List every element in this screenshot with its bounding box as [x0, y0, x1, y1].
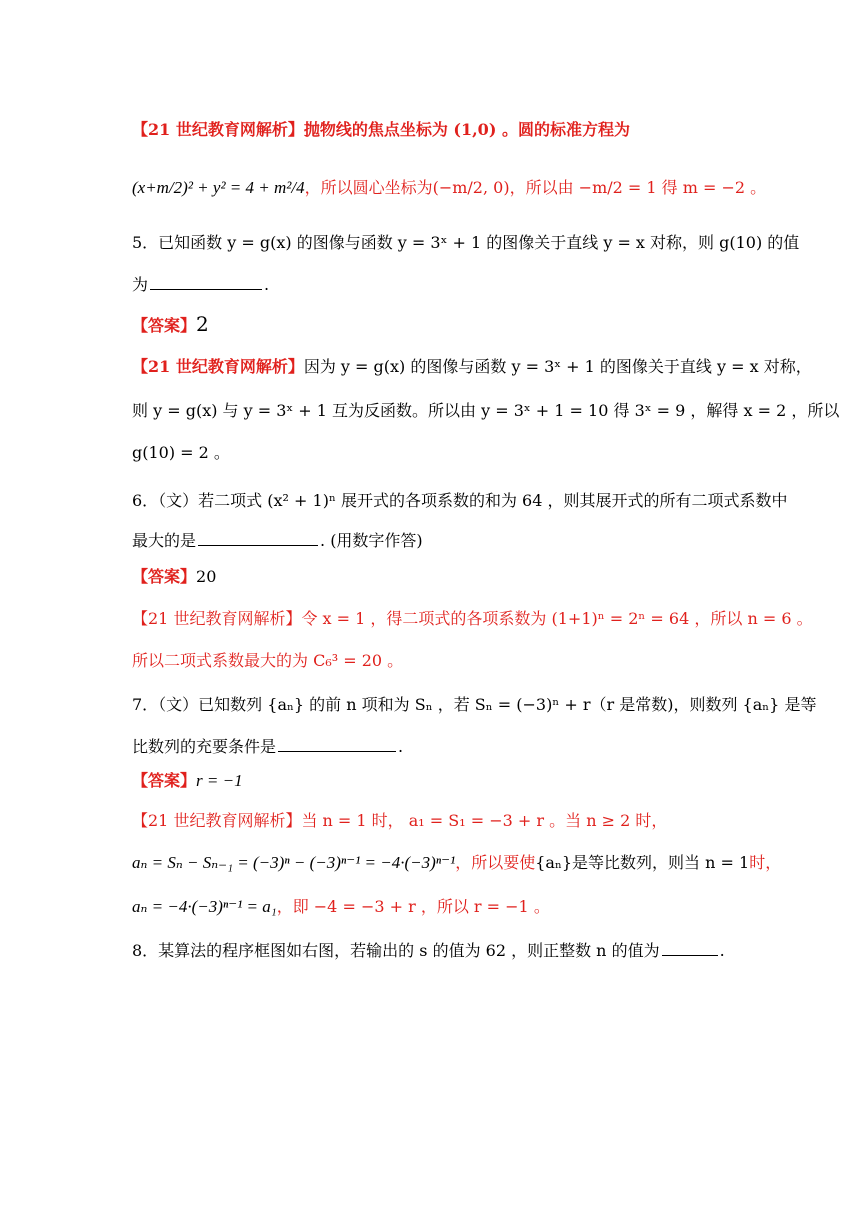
solution-7-conclusion: ，即 −4 = −3 + r ，所以 r = −1 。	[276, 897, 550, 916]
question-6-tail: . (用数字作答)	[320, 531, 423, 550]
solution-7-line-2	[132, 850, 781, 873]
answer-blank-8	[662, 954, 718, 956]
solution-7-red-1: ，所以要使	[455, 853, 536, 872]
answer-5	[132, 312, 209, 336]
question-7-line-2	[132, 734, 403, 757]
answer-blank-7	[278, 750, 396, 752]
solution-7-black: {aₙ}是等比数列，则当 n = 1	[535, 853, 750, 872]
solution-5-line-3	[132, 440, 230, 463]
solution-5-label: 【21 世纪教育网解析】	[132, 357, 304, 376]
answer-6-value: 20	[196, 567, 217, 586]
answer-7	[132, 768, 243, 791]
question-5-line-1	[132, 230, 799, 253]
solution-5-text-2: 则 y = g(x) 与 y = 3ˣ + 1 互为反函数。所以由 y = 3ˣ + 1 = 10 得 3ˣ = 9 ，解得 x = 2 ，所以	[132, 401, 840, 420]
solution-5-text-3: g(10) = 2 。	[132, 443, 230, 462]
question-5-line-2: 为 .	[132, 275, 270, 294]
question-6-line-2	[132, 528, 423, 551]
solution-7-red-2: 时，	[749, 853, 782, 872]
solution-4-line-1	[132, 117, 728, 140]
answer-7-label: 【答案】	[132, 771, 197, 790]
solution-6-line-2	[132, 648, 403, 671]
solution-7-line-1	[132, 808, 728, 831]
solution-4-text: 【21 世纪教育网解析】抛物线的焦点坐标为 (1,0) 。圆的标准方程为	[132, 120, 630, 139]
solution-6-text-2: 所以二项式系数最大的为 C₆³ = 20 。	[132, 651, 404, 670]
question-6-text-2: 最大的是	[132, 531, 197, 550]
answer-blank-6	[198, 544, 318, 546]
answer-6-label: 【答案】	[132, 567, 197, 586]
question-8-text: 8．某算法的程序框图如右图，若输出的 s 的值为 62 ，则正整数 n 的值为	[132, 941, 660, 960]
answer-5-label: 【答案】	[132, 316, 197, 335]
solution-7-line-3	[132, 894, 550, 917]
solution-5-text-1: 因为 y = g(x) 的图像与函数 y = 3ˣ + 1 的图像关于直线 y = x 对称，	[303, 357, 812, 376]
question-5-text-2: 为	[132, 275, 149, 294]
answer-7-value: r = −1	[196, 771, 243, 790]
solution-5-line-1	[132, 354, 812, 377]
solution-6-text-1: 【21 世纪教育网解析】令 x = 1 ，得二项式的各项系数为 (1+1)ⁿ = 2ⁿ = 64 ，所以 n = 6 。	[132, 609, 813, 628]
question-7-text: 7．（文）已知数列 {aₙ} 的前 n 项和为 Sₙ ，若 Sₙ = (−3)ⁿ + r（r 是常数)，则数列 {aₙ} 是等	[132, 695, 817, 714]
solution-7-formula: aₙ = Sₙ − Sₙ₋₁ = (−3)ⁿ − (−3)ⁿ⁻¹ = −4·(−3)ⁿ⁻¹	[132, 853, 456, 872]
question-8-line-1	[132, 938, 725, 961]
question-7-tail: .	[398, 737, 404, 756]
question-6-text: 6．（文）若二项式 (x² + 1)ⁿ 展开式的各项系数的和为 64 ，则其展开式的所有二项式系数中	[132, 491, 788, 510]
question-8-tail: .	[719, 941, 725, 960]
circle-equation: (x+m/2)² + y² = 4 + m²/4	[132, 178, 305, 197]
solution-5-line-2	[132, 398, 839, 421]
solution-7-formula-2: aₙ = −4·(−3)ⁿ⁻¹ = a₁	[132, 897, 277, 916]
answer-blank-5	[150, 288, 262, 290]
solution-4-line-2	[132, 175, 766, 198]
solution-4-conclusion: ，所以圆心坐标为(−m/2, 0)，所以由 −m/2 = 1 得 m = −2 。	[304, 178, 767, 197]
question-7-text-2: 比数列的充要条件是	[132, 737, 277, 756]
question-6-line-1	[132, 488, 788, 511]
solution-6-line-1	[132, 606, 813, 629]
answer-5-value: 2	[196, 312, 209, 336]
solution-7-text-1: 【21 世纪教育网解析】当 n = 1 时， a₁ = S₁ = −3 + r 。当 n ≥ 2 时，	[132, 811, 668, 830]
question-7-line-1	[132, 692, 816, 715]
answer-6	[132, 564, 216, 587]
question-5-text: 5．已知函数 y = g(x) 的图像与函数 y = 3ˣ + 1 的图像关于直线 y = x 对称，则 g(10) 的值	[132, 233, 800, 252]
